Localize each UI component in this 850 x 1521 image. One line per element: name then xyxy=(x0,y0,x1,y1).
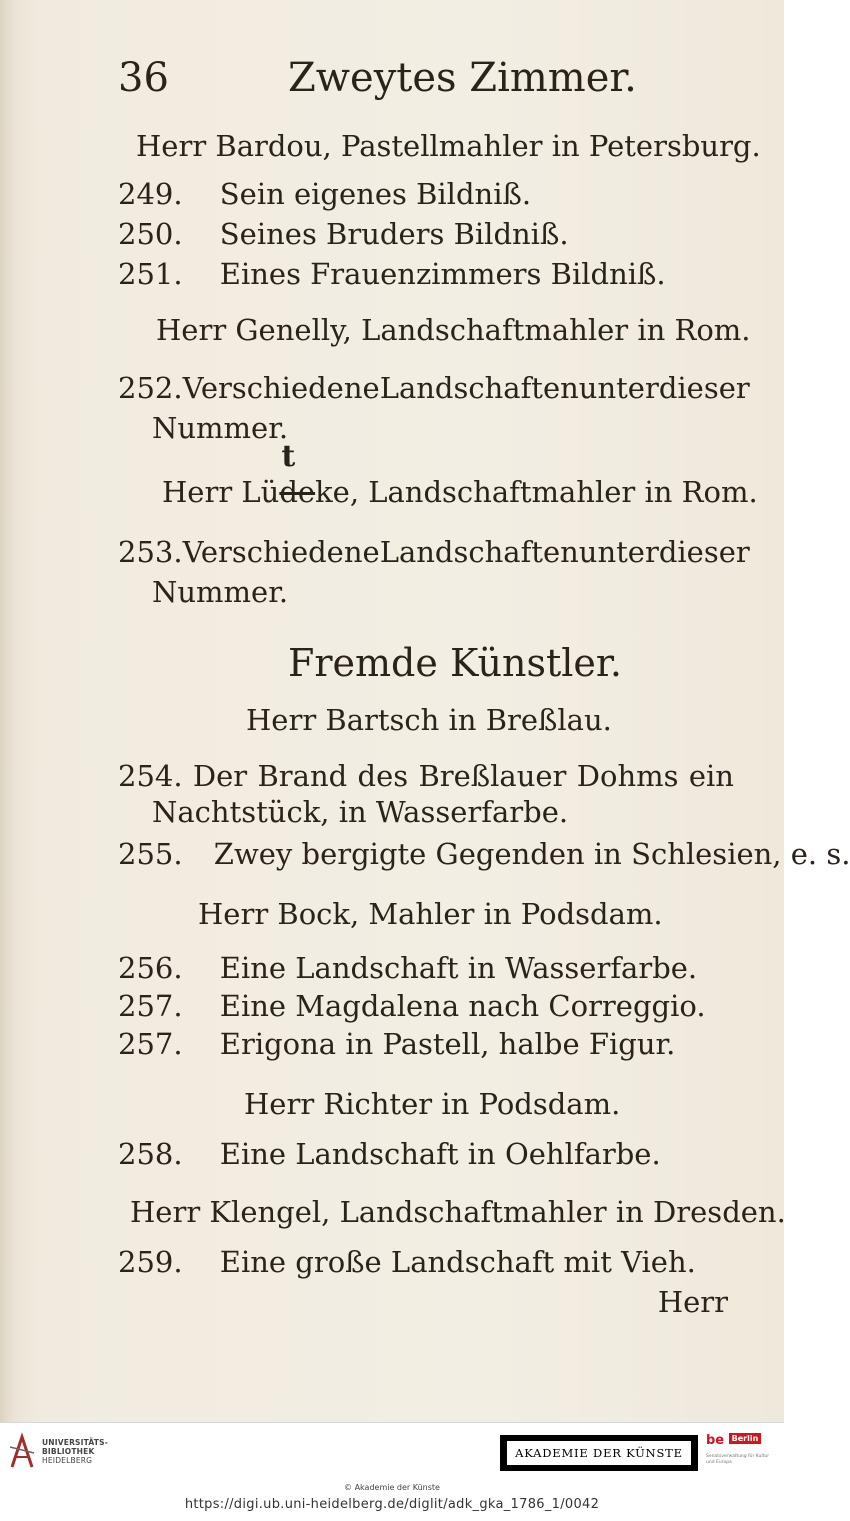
entry-number: 251. xyxy=(118,257,183,291)
catalogue-entry xyxy=(118,217,569,251)
catalogue-entry xyxy=(118,535,750,569)
viewer-footer xyxy=(0,1422,784,1521)
catalogue-entry xyxy=(118,989,706,1023)
entry-number: 252. xyxy=(118,371,183,405)
handwritten-insert: t xyxy=(281,439,296,474)
running-title: Zweytes Zimmer. xyxy=(288,55,637,101)
berlin-logo-badge: Berlin xyxy=(729,1433,762,1444)
catalogue-entry xyxy=(118,837,850,871)
entry-text: Erigona in Pastell, halbe Figur. xyxy=(219,1027,676,1061)
entry-word: ein xyxy=(688,759,734,793)
entry-continuation: Nummer. xyxy=(152,411,289,445)
akademie-logo-text: AKADEMIE DER KÜNSTE xyxy=(506,1440,692,1466)
entry-word: Landschaften xyxy=(379,535,579,569)
entry-number: 250. xyxy=(118,217,183,251)
entry-number: 253. xyxy=(118,535,183,569)
entry-number: 257. xyxy=(118,989,183,1023)
struck-letters: de xyxy=(279,475,316,509)
entry-text: Eines Frauenzimmers Bildniß. xyxy=(219,257,666,291)
artist-heading xyxy=(162,439,758,509)
entry-word: Dohms xyxy=(576,759,679,793)
ub-line: UNIVERSITÄTS- xyxy=(42,1437,109,1447)
artist-heading: Herr Bartsch in Breßlau. xyxy=(246,703,612,737)
entry-word: Landschaften xyxy=(379,371,579,405)
entry-word: Breßlauer xyxy=(418,759,567,793)
entry-text: Eine große Landschaft mit Vieh. xyxy=(219,1245,696,1279)
berlin-logo-text: Senatsverwaltung für Kultur und Europa xyxy=(706,1454,770,1465)
artist-heading: Herr Klengel, Landschaftmahler in Dresden. xyxy=(130,1195,786,1229)
catalogue-entry xyxy=(118,177,532,211)
ub-heidelberg-logo[interactable] xyxy=(8,1433,108,1469)
entry-number: 257. xyxy=(118,1027,183,1061)
entry-text: Zwey bergigte Gegenden in Schlesien, e. s. xyxy=(213,837,850,871)
catalogue-entry xyxy=(118,1245,696,1279)
entry-word: unter xyxy=(578,535,659,569)
entry-word: Verschiedene xyxy=(182,535,380,569)
entry-text: Eine Landschaft in Oehlfarbe. xyxy=(219,1137,661,1171)
entry-word: Der xyxy=(192,759,248,793)
section-title: Fremde Künstler. xyxy=(288,641,622,685)
entry-number: 249. xyxy=(118,177,183,211)
ub-line: BIBLIOTHEK xyxy=(42,1446,95,1456)
ub-text xyxy=(42,1438,108,1465)
permalink-url[interactable]: https://digi.ub.uni-heidelberg.de/diglit/adk_gka_1786_1/0042 xyxy=(184,1497,600,1512)
entry-continuation: Nummer. xyxy=(152,575,289,609)
entry-number: 255. xyxy=(118,837,183,871)
berlin-senate-logo[interactable] xyxy=(706,1433,772,1479)
catalogue-entry xyxy=(118,1027,676,1061)
catalogue-entry xyxy=(118,759,734,793)
ub-mark-icon xyxy=(8,1433,36,1469)
artist-rest: ke, Landschaftmahler in Rom. xyxy=(315,475,758,509)
entry-number: 259. xyxy=(118,1245,183,1279)
entry-text: Eine Landschaft in Wasserfarbe. xyxy=(219,951,698,985)
page-number: 36 xyxy=(118,55,169,101)
catalogue-entry xyxy=(118,371,750,405)
manuscript-correction xyxy=(279,439,316,509)
berlin-logo-mark xyxy=(706,1433,772,1448)
entry-word: Brand xyxy=(257,759,348,793)
artist-prefix: Herr Lü xyxy=(162,475,280,509)
catalogue-entry xyxy=(118,1137,661,1171)
entry-number: 258. xyxy=(118,1137,183,1171)
entry-text: Eine Magdalena nach Correggio. xyxy=(219,989,706,1023)
akademie-der-kuenste-logo[interactable] xyxy=(500,1435,698,1471)
berlin-logo-be: be xyxy=(706,1433,725,1448)
artist-heading: Herr Richter in Podsdam. xyxy=(244,1087,621,1121)
artist-heading: Herr Genelly, Landschaftmahler in Rom. xyxy=(156,313,751,347)
entry-word: unter xyxy=(578,371,659,405)
artist-heading: Herr Bardou, Pastellmahler in Petersburg. xyxy=(136,129,761,163)
catchword: Herr xyxy=(657,1285,728,1319)
entry-text: Sein eigenes Bildniß. xyxy=(219,177,532,211)
entry-continuation: Nachtstück, in Wasserfarbe. xyxy=(152,795,569,829)
entry-word: Verschiedene xyxy=(182,371,380,405)
copyright-note: © Akademie der Künste xyxy=(344,1483,440,1492)
entry-number: 254. xyxy=(118,759,183,793)
catalogue-entry xyxy=(118,257,666,291)
artist-heading: Herr Bock, Mahler in Podsdam. xyxy=(198,897,663,931)
entry-text: Seines Bruders Bildniß. xyxy=(219,217,569,251)
entry-word: dieser xyxy=(658,535,750,569)
catalogue-entry xyxy=(118,951,698,985)
entry-number: 256. xyxy=(118,951,183,985)
entry-word: dieser xyxy=(658,371,750,405)
entry-word: des xyxy=(357,759,409,793)
ub-line: HEIDELBERG xyxy=(42,1455,93,1465)
